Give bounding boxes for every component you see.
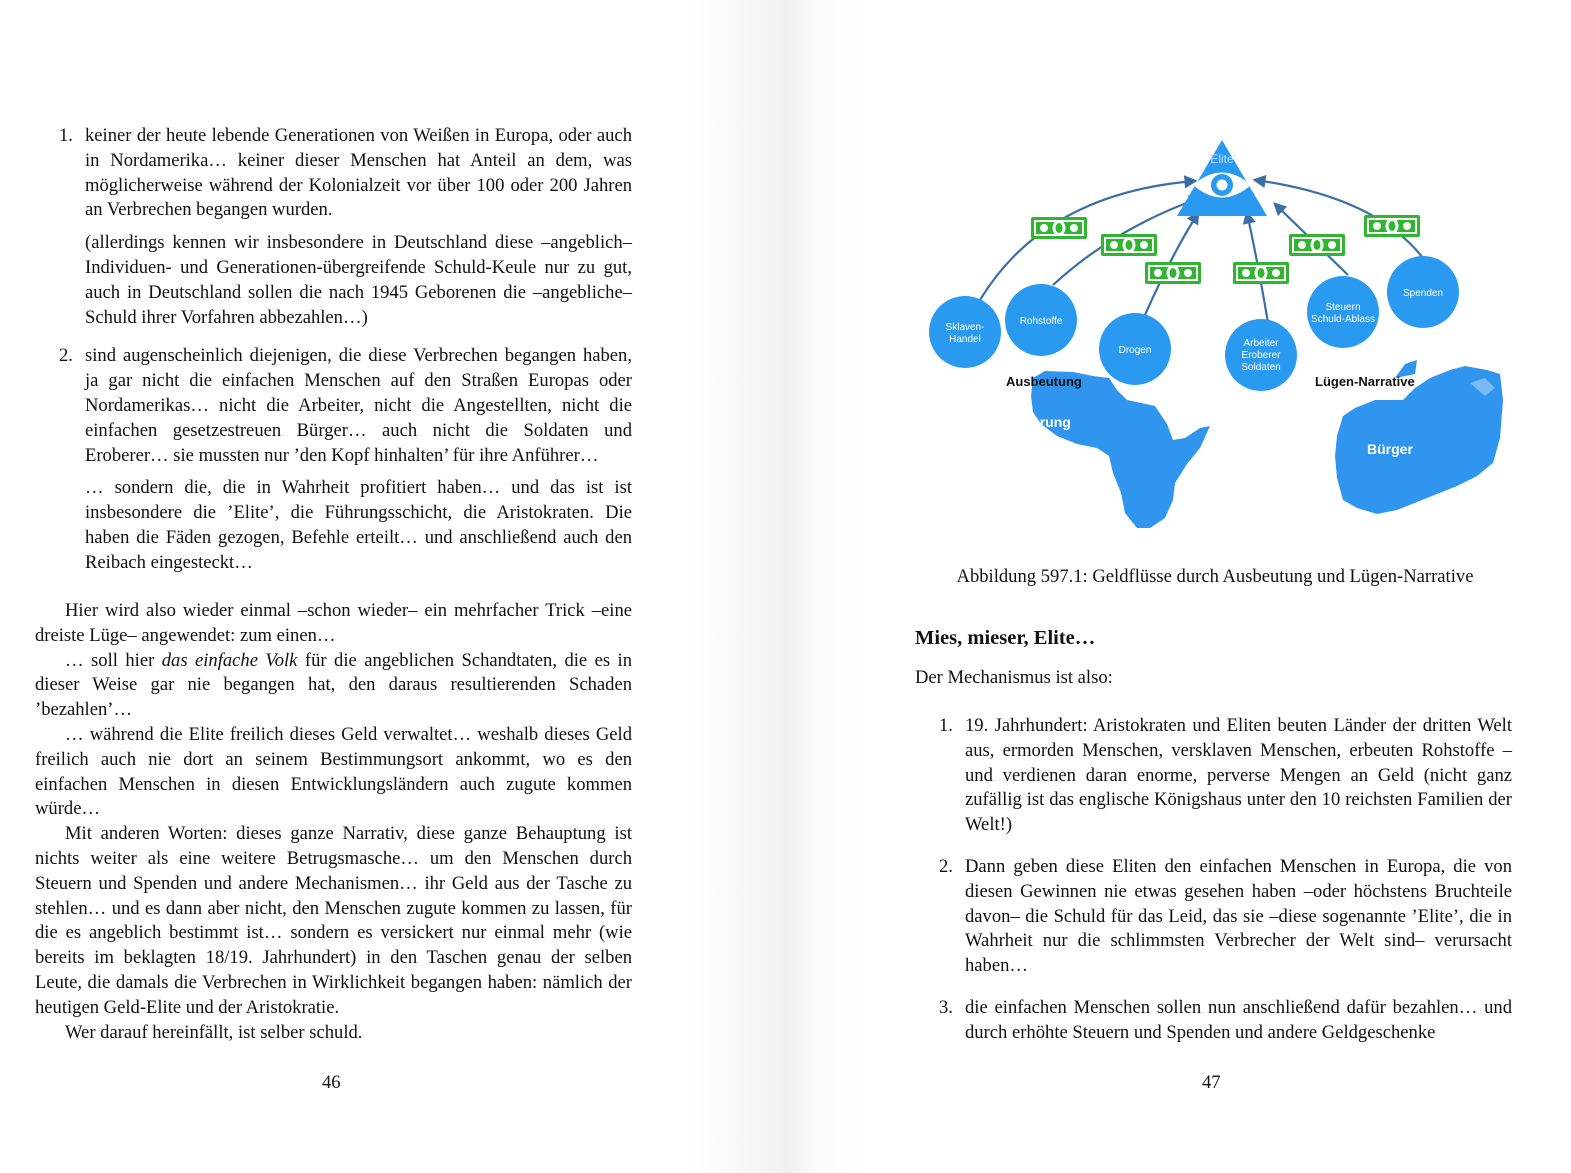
paragraph: Hier wird also wieder einmal –schon wieder– ein mehrfacher Trick –eine dreiste Lüge– angewendet: zum einen…: [35, 600, 632, 646]
node-label-arbeiter: Arbeiter Eroberer Soldaten: [1241, 338, 1281, 373]
right-page: [785, 0, 1571, 1173]
page-number: 47: [1202, 1072, 1221, 1093]
list-item: [35, 344, 632, 575]
list-item-text: Dann geben diese Eliten den einfachen Menschen in Europa, die von diesen Gewinnen nie etwas gesehen haben –oder höchstens Bruchteile davon– die Schuld für das Leid, das sie –diese sogenannte ’Elite’, die in Wahrheit nur die schlimmsten Verbrecher der Welt sind– verursacht haben…: [965, 855, 1512, 977]
money-flow-diagram: [925, 138, 1505, 533]
elite-label: 'Elite': [1208, 152, 1236, 166]
emphasis-text: das einfache Volk: [161, 649, 298, 671]
paragraph-text: … soll hier: [65, 649, 162, 671]
list-item-text: die einfachen Menschen sollen nun anschließend dafür bezahlen… und durch erhöhte Steuern und Spenden und andere Geldgeschenke: [965, 996, 1512, 1043]
paragraph: Wer darauf hereinfällt, ist selber schuld.: [65, 1021, 363, 1043]
paragraph-text: für die angeblichen Schandtaten, die es in dieser Weise gar nie begangen hat, den daraus resultierenden Schaden ’bezahlen’…: [35, 649, 633, 721]
body-text: [35, 599, 632, 1045]
money-icon: [1145, 262, 1201, 284]
list-item: [35, 124, 632, 330]
money-icon: [1364, 215, 1420, 237]
money-icon: [1031, 217, 1087, 239]
list-item: [915, 996, 1512, 1046]
left-page: [0, 0, 785, 1173]
paragraph: [35, 649, 632, 723]
section-heading: Mies, mieser, Elite…: [915, 627, 1096, 649]
list-number: 2.: [59, 345, 73, 367]
list-item: [915, 855, 1512, 979]
right-numbered-list: [915, 714, 1512, 1046]
node-label-rohstoffe: Rohstoffe: [1019, 316, 1063, 327]
label-luegen-narrative: Lügen-Narrative: [1315, 374, 1415, 389]
figure-caption: Abbildung 597.1: Geldflüsse durch Ausbeutung und Lügen-Narrative: [956, 566, 1474, 587]
money-icon: [1233, 262, 1289, 284]
list-item-note: … sondern die, die in Wahrheit profitiert haben… und das ist ist insbesondere die ’Elite’, die Führungsschicht, die Aristokraten. Die haben die Fäden gezogen, Befehle erteilt… und anschließend auch den Reibach eingesteckt…: [85, 477, 632, 573]
africa-map-shape: [1031, 371, 1210, 528]
list-number: 3.: [939, 996, 953, 1018]
intro-text: Der Mechanismus ist also:: [915, 667, 1113, 688]
node-label-drogen: Drogen: [1118, 345, 1152, 356]
list-number: 1.: [59, 125, 73, 146]
list-number: 2.: [939, 855, 953, 877]
list-number: 1.: [939, 715, 953, 736]
money-icon: [1289, 234, 1345, 256]
paragraph: Mit anderen Worten: dieses ganze Narrativ, diese ganze Behauptung ist nichts weiter als eine weitere Betrugsmasche… um den Menschen durch Steuern und Spenden und andere Mechanismen… ihr Geld aus der Tasche zu stehlen… und es dann aber nicht, den Menschen zugute kommen zu lassen, für die es angeblich bestimmt ist… sondern es versickert nur einmal mehr (wie bereits im beklagten 18/19. Jahrhundert) in den Taschen genau der selben Leute, die damals die Verbrechen in Wirklichkeit begangen haben: nämlich der heutigen Geld-Elite und der Aristokratie.: [35, 823, 632, 1018]
label-bevoelkerung: Bevölkerung: [986, 414, 1071, 430]
list-item-text: 19. Jahrhundert: Aristokraten und Eliten beuten Länder der dritten Welt aus, ermorden Menschen, versklaven Menschen, erbeuten Rohstoffe – und verdienen daran enorme, perverse Mengen an Geld (nicht ganz zufällig ist das englische Königshaus unter den 10 reichsten Familien der Welt!): [965, 715, 1512, 836]
label-buerger: Bürger: [1367, 441, 1413, 457]
paragraph: … während die Elite freilich dieses Geld verwaltet… weshalb dieses Geld freilich auch nie dort an seinem Bestimmungsort ankommt, wo es den einfachen Menschen in diesen Entwicklungsländern auch zugute kommen würde…: [35, 723, 632, 820]
list-item-text: sind augenscheinlich diejenigen, die diese Verbrechen begangen haben, ja gar nicht die einfachen Menschen auf den Straßen Europas oder Nordamerikas… nicht die Arbeiter, nicht die Angestellten, nicht die einfachen gesetzestreuen Bürger… auch nicht die Soldaten und Eroberer… sie mussten nur ’den Kopf hinhalten’ für ihre Anführer…: [85, 345, 632, 466]
money-flow-figure: [925, 138, 1505, 533]
list-item-note: (allerdings kennen wir insbesondere in Deutschland diese –angeblich– Individuen- und Generationen-übergreifende Schuld-Keule nur zu gut, auch in Deutschland sollen die nach 1945 Geborenen die –angebliche– Schuld ihrer Vorfahren abbezahlen…): [85, 232, 632, 328]
left-numbered-list: [35, 124, 632, 576]
list-item-text: keiner der heute lebende Generationen von Weißen in Europa, oder auch in Nordamerika… keiner dieser Menschen hat Anteil an dem, was möglicherweise während der Kolonialzeit vor über 100 oder 200 Jahren an Verbrechen begangen wurden.: [85, 125, 632, 221]
page-number: 46: [322, 1072, 341, 1093]
node-label-sklaven: Sklaven-Handel: [945, 322, 985, 345]
node-label-spenden: Spenden: [1402, 288, 1444, 299]
label-ausbeutung: Ausbeutung: [1006, 374, 1082, 389]
money-icon: [1101, 234, 1157, 256]
node-label-steuern: Steuern Schuld-Ablass: [1311, 302, 1375, 325]
list-item: [915, 714, 1512, 838]
